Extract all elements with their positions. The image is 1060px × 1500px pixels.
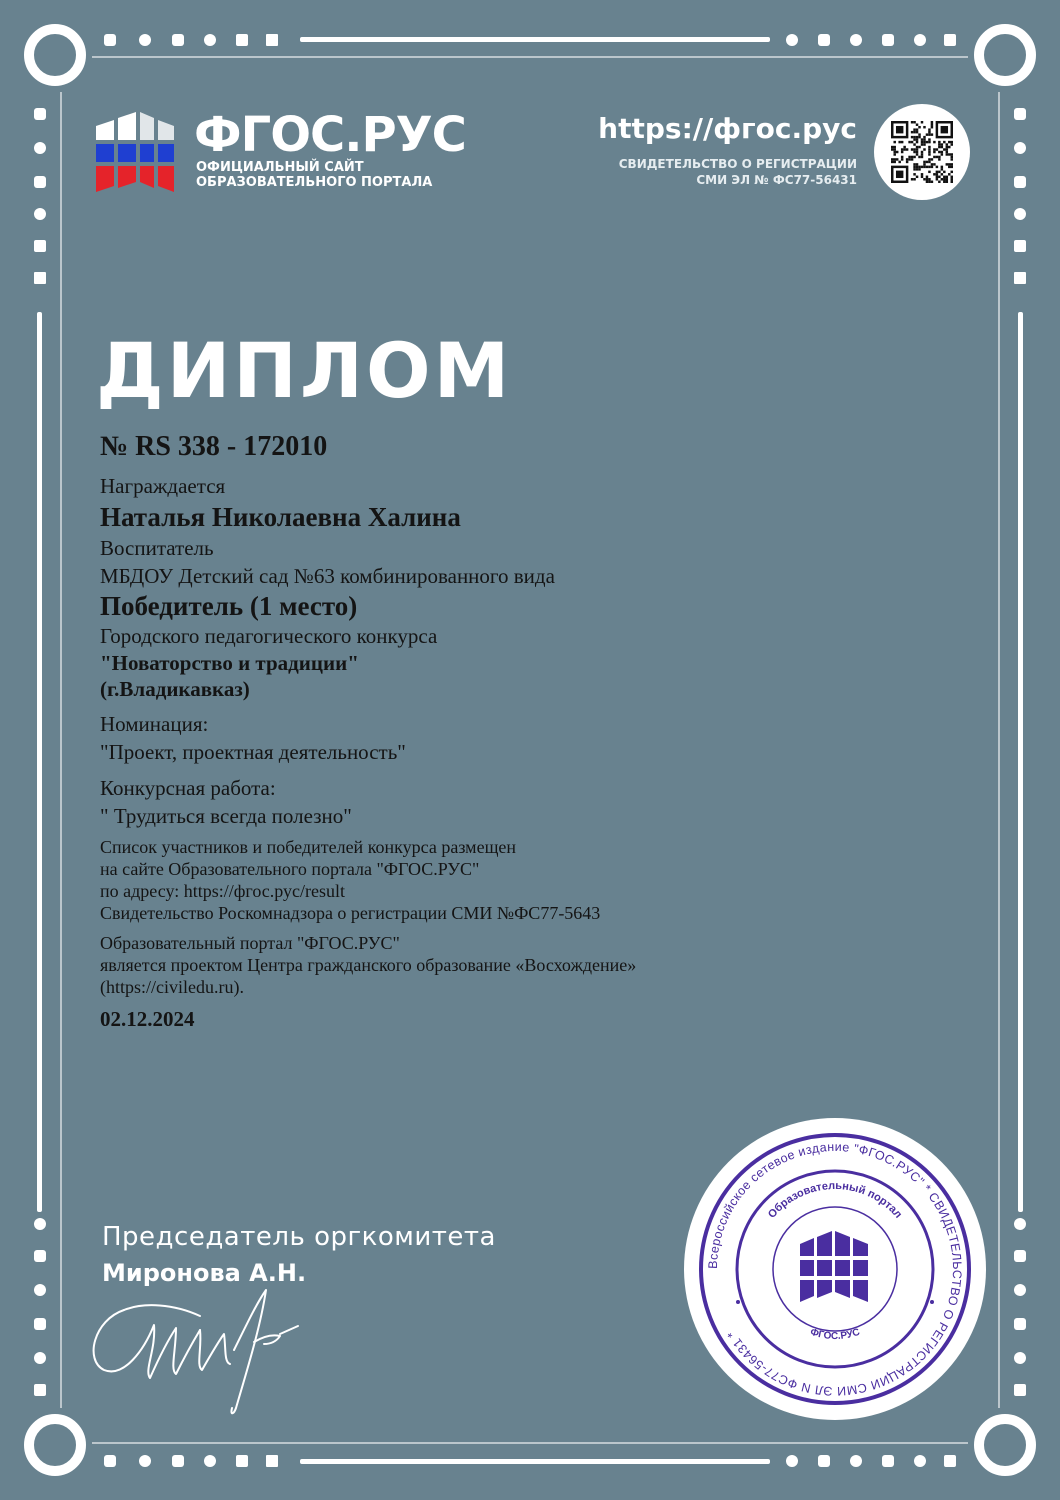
site-url[interactable]: https://фгос.рус (598, 112, 857, 145)
registration-line: СВИДЕТЕЛЬСТВО О РЕГИСТРАЦИИ (618, 157, 857, 171)
qr-code-icon[interactable] (891, 121, 953, 183)
registration-line: СМИ ЭЛ № ФС77-56431 (696, 173, 857, 187)
recipient-organization: МБДОУ Детский сад №63 комбинированного вида (100, 564, 555, 588)
project-line: является проектом Центра гражданского образование «Восхождение» (100, 955, 637, 975)
official-stamp (682, 1116, 988, 1422)
stamp-bottom-textpath: ФГОС.РУС (808, 1326, 862, 1343)
info-line: по адресу: https://фгос.рус/result (100, 881, 346, 901)
brand-name: ФГОС.РУС (194, 107, 466, 163)
nomination-value: "Проект, проектная деятельность" (100, 740, 406, 764)
diploma-number: № RS 338 - 172010 (100, 431, 328, 462)
brand-subtitle-line: ОБРАЗОВАТЕЛЬНОГО ПОРТАЛА (196, 175, 433, 190)
issue-date: 02.12.2024 (100, 1007, 195, 1031)
contest-type: Городского педагогического конкурса (100, 624, 438, 648)
info-line: на сайте Образовательного портала "ФГОС.РУС" (100, 859, 480, 879)
stamp-inner-textpath: Образовательный портал (765, 1179, 905, 1221)
nomination-label: Номинация: (100, 712, 209, 736)
diploma-body (100, 428, 720, 1032)
info-line: Список участников и победителей конкурса размещен (100, 837, 517, 857)
recipient-name: Наталья Николаевна Халина (100, 502, 461, 532)
awarded-label: Награждается (100, 474, 226, 498)
contest-name: "Новаторство и традиции" (100, 651, 359, 675)
brand-subtitle (196, 160, 432, 190)
info-line: Свидетельство Роскомнадзора о регистрации СМИ №ФС77-5643 (100, 903, 601, 923)
contest-city: (г.Владикавказ) (100, 677, 250, 701)
brand-subtitle-line: ОФИЦИАЛЬНЫЙ САЙТ (196, 160, 364, 175)
work-title: " Трудиться всегда полезно" (100, 804, 352, 828)
project-line: (https://civiledu.ru). (100, 977, 244, 997)
recipient-position: Воспитатель (100, 536, 214, 560)
diploma-title: ДИПЛОМ (96, 326, 513, 415)
work-label: Конкурсная работа: (100, 776, 276, 800)
chair-name: Миронова А.Н. (102, 1259, 307, 1287)
project-line: Образовательный портал "ФГОС.РУС" (100, 933, 400, 953)
stamp-outer-textpath: Всероссийское сетевое издание "ФГОС.РУС" * СВИДЕТЕЛЬСТВО О РЕГИСТРАЦИИ СМИ ЭЛ N ФС77-56431 * (705, 1139, 965, 1399)
award-place: Победитель (1 место) (100, 591, 358, 621)
logo-building-icon (96, 112, 176, 192)
registration-info (619, 156, 857, 188)
handwritten-signature (84, 1270, 314, 1420)
chair-label: Председатель оргкомитета (102, 1222, 496, 1252)
